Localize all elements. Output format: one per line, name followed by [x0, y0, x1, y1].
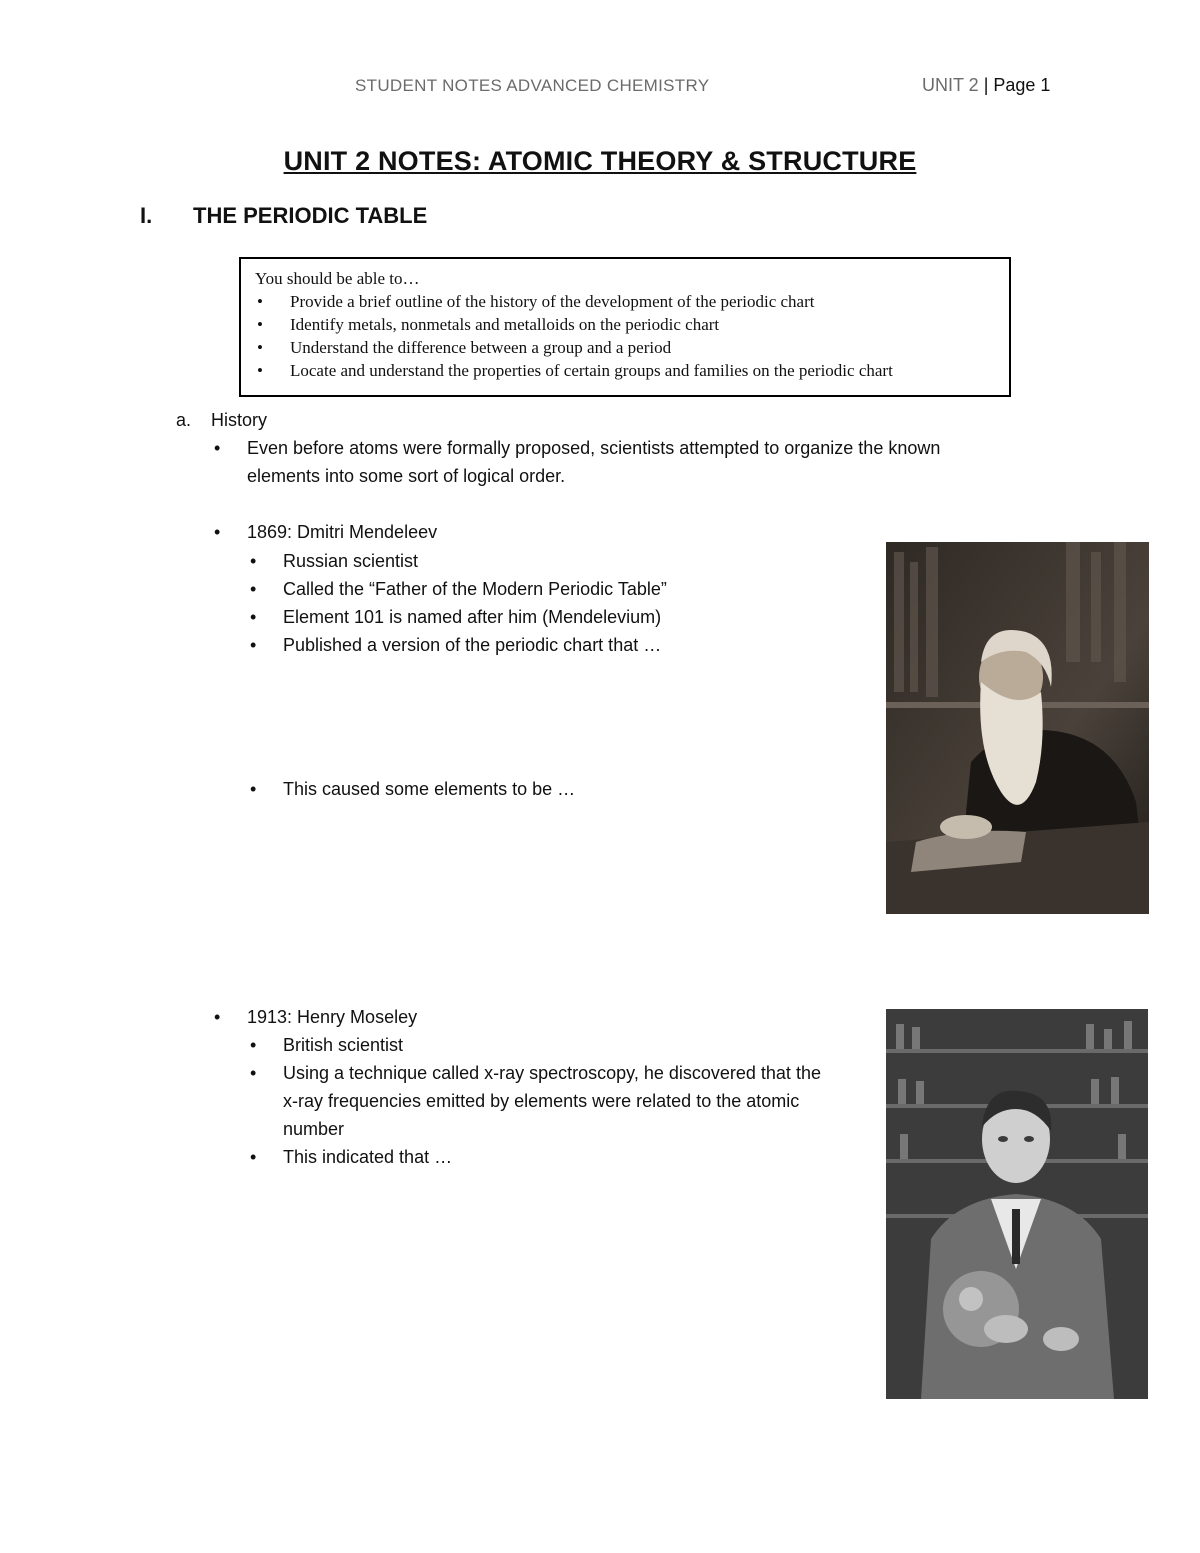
- section-number: I.: [140, 203, 153, 228]
- bullet-icon: •: [257, 338, 263, 357]
- mendeleev-point: • Published a version of the periodic chart that …: [283, 631, 661, 659]
- subsection-letter: a.: [176, 410, 192, 430]
- section-title: THE PERIODIC TABLE: [193, 203, 428, 228]
- bullet-icon: •: [250, 1063, 257, 1083]
- header-course-title: STUDENT NOTES ADVANCED CHEMISTRY: [355, 76, 710, 95]
- moseley-point: • British scientist: [283, 1031, 403, 1059]
- moseley-photo: [886, 1009, 1148, 1399]
- subsection-history: [176, 406, 267, 434]
- bullet-icon: •: [257, 292, 263, 311]
- mendeleev-heading: • 1869: Dmitri Mendeleev: [247, 518, 437, 546]
- moseley-point: • Using a technique called x-ray spectroscopy, he discovered that the x-ray frequencies emitted by elements were related to the atomic number: [283, 1059, 821, 1143]
- moseley-heading: • 1913: Henry Moseley: [247, 1003, 417, 1031]
- mendeleev-photo: [886, 542, 1149, 914]
- header-unit: UNIT 2: [922, 75, 979, 95]
- bullet-icon: •: [257, 315, 263, 334]
- history-intro-line1: Even before atoms were formally proposed, scientists attempted to organize the known: [247, 438, 941, 458]
- bullet-icon: •: [214, 438, 221, 458]
- objectives-list: [255, 290, 995, 382]
- history-intro-line2: elements into some sort of logical order.: [247, 466, 566, 486]
- header-page-info: [922, 75, 1050, 96]
- history-intro-bullet: [214, 434, 941, 490]
- mendeleev-followup: • This caused some elements to be …: [283, 775, 575, 803]
- bullet-icon: •: [250, 607, 257, 627]
- bullet-icon: •: [250, 551, 257, 571]
- bullet-icon: •: [250, 635, 257, 655]
- bullet-icon: •: [250, 579, 257, 599]
- objectives-intro: You should be able to…: [255, 269, 420, 288]
- section-heading: [140, 203, 427, 229]
- subsection-label: History: [211, 410, 268, 430]
- mendeleev-point: • Called the “Father of the Modern Periodic Table”: [283, 575, 667, 603]
- bullet-icon: •: [214, 1007, 221, 1027]
- bullet-icon: •: [214, 522, 221, 542]
- objective-item: • Identify metals, nonmetals and metalloids on the periodic chart: [257, 315, 720, 334]
- bullet-icon: •: [250, 1035, 257, 1055]
- document-title: UNIT 2 NOTES: ATOMIC THEORY & STRUCTURE: [283, 146, 917, 176]
- objectives-box: [239, 257, 1011, 397]
- bullet-icon: •: [250, 1147, 257, 1167]
- moseley-point: • This indicated that …: [283, 1143, 452, 1171]
- mendeleev-point: • Element 101 is named after him (Mendelevium): [283, 603, 661, 631]
- bullet-icon: •: [257, 361, 263, 380]
- header-separator: |: [983, 75, 989, 95]
- mendeleev-point: • Russian scientist: [283, 547, 418, 575]
- objective-item: • Understand the difference between a group and a period: [257, 338, 672, 357]
- objective-item: • Locate and understand the properties of certain groups and families on the periodic chart: [257, 361, 893, 380]
- bullet-icon: •: [250, 779, 257, 799]
- header-page-number: Page 1: [993, 75, 1051, 95]
- objective-item: • Provide a brief outline of the history of the development of the periodic chart: [257, 292, 815, 311]
